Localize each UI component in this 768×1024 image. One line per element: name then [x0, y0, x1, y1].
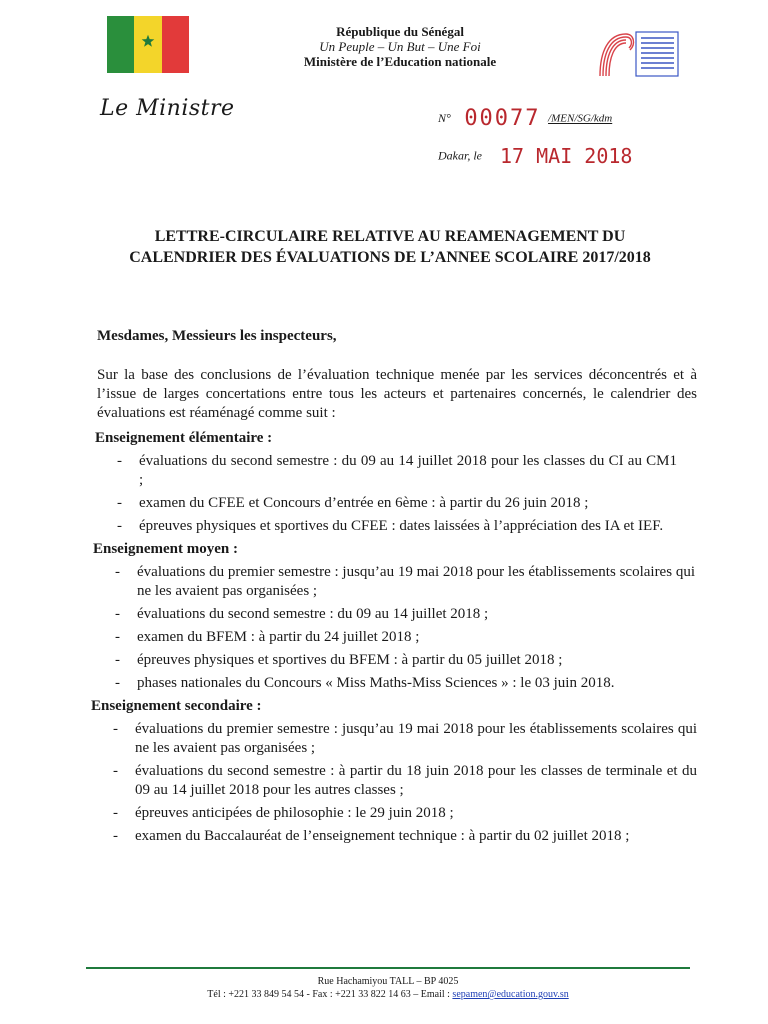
section-heading-secondaire: Enseignement secondaire :	[91, 698, 262, 714]
list-item: - évaluations du premier semestre : jusqu’au 19 mai 2018 pour les établissements scolaires qui ne les avaient pas organisées ;	[113, 720, 697, 758]
section-heading-elementaire: Enseignement élémentaire :	[95, 430, 273, 446]
list-item: - évaluations du second semestre : du 09 au 14 juillet 2018 pour les classes du CI au CM1 ;	[117, 452, 677, 490]
senegal-flag	[107, 16, 189, 73]
date-label: Dakar, le	[438, 148, 482, 163]
intro-paragraph: Sur la base des conclusions de l’évaluation technique menée par les services déconcentrés et à l’issue de larges concertations entre tous les acteurs et partenaires concernés, le calendrier des évaluations est réaménagé comme suit :	[97, 367, 697, 421]
footer-email-link[interactable]: sepamen@education.gouv.sn	[452, 989, 569, 1000]
list-item: - examen du Baccalauréat de l’enseignement technique : à partir du 02 juillet 2018 ;	[113, 827, 697, 846]
footer-address: Rue Hachamiyou TALL – BP 4025	[317, 976, 459, 987]
list-item: - phases nationales du Concours « Miss Maths-Miss Sciences » : le 03 juin 2018.	[115, 674, 695, 693]
star-icon	[141, 34, 155, 48]
ministry-name: Ministère de l’Education nationale	[303, 54, 497, 69]
footer-contacts	[86, 988, 690, 1001]
section-heading-moyen: Enseignement moyen :	[93, 541, 238, 557]
reference-number	[438, 106, 612, 131]
reference-stamp: 00077	[464, 106, 541, 131]
list-secondaire	[113, 720, 697, 846]
list-item: - évaluations du second semestre : à partir du 18 juin 2018 pour les classes de terminale et du 09 au 14 juillet 2018 pour les autres classes ;	[113, 762, 697, 800]
footer-divider	[86, 967, 690, 969]
date-line	[438, 144, 632, 168]
list-item: - épreuves physiques et sportives du CFEE : dates laissées à l’appréciation des IA et IEF.	[117, 517, 677, 536]
ministry-logo-icon	[596, 28, 682, 80]
signature-title: Le Ministre	[100, 96, 235, 121]
date-stamp: 17 MAI 2018	[500, 144, 633, 168]
republic-name: République du Sénégal	[336, 24, 464, 39]
list-item: - épreuves anticipées de philosophie : le 29 juin 2018 ;	[113, 804, 697, 823]
title-line-2: CALENDRIER DES ÉVALUATIONS DE L’ANNEE SCOLAIRE 2017/2018	[129, 249, 651, 266]
footer	[86, 975, 690, 1001]
list-item: - évaluations du premier semestre : jusqu’au 19 mai 2018 pour les établissements scolaires qui ne les avaient pas organisées ;	[115, 563, 695, 601]
list-elementaire	[117, 452, 677, 536]
letterhead	[230, 24, 570, 69]
list-item: - évaluations du second semestre : du 09 au 14 juillet 2018 ;	[115, 605, 695, 624]
reference-suffix: /MEN/SG/kdm	[548, 112, 613, 125]
title-line-1: LETTRE-CIRCULAIRE RELATIVE AU REAMENAGEMENT DU	[154, 228, 626, 245]
salutation: Mesdames, Messieurs les inspecteurs,	[97, 328, 337, 344]
body	[91, 366, 697, 850]
footer-phone-fax: Tél : +221 33 849 54 54 - Fax : +221 33 822 14 63 – Email :	[207, 989, 453, 1000]
document-title	[80, 226, 700, 268]
list-item: - examen du BFEM : à partir du 24 juillet 2018 ;	[115, 628, 695, 647]
national-motto: Un Peuple – Un But – Une Foi	[319, 39, 481, 54]
reference-label: N°	[438, 111, 451, 125]
list-moyen	[115, 563, 695, 693]
list-item: - examen du CFEE et Concours d’entrée en 6ème : à partir du 26 juin 2018 ;	[117, 494, 677, 513]
list-item: - épreuves physiques et sportives du BFEM : à partir du 05 juillet 2018 ;	[115, 651, 695, 670]
